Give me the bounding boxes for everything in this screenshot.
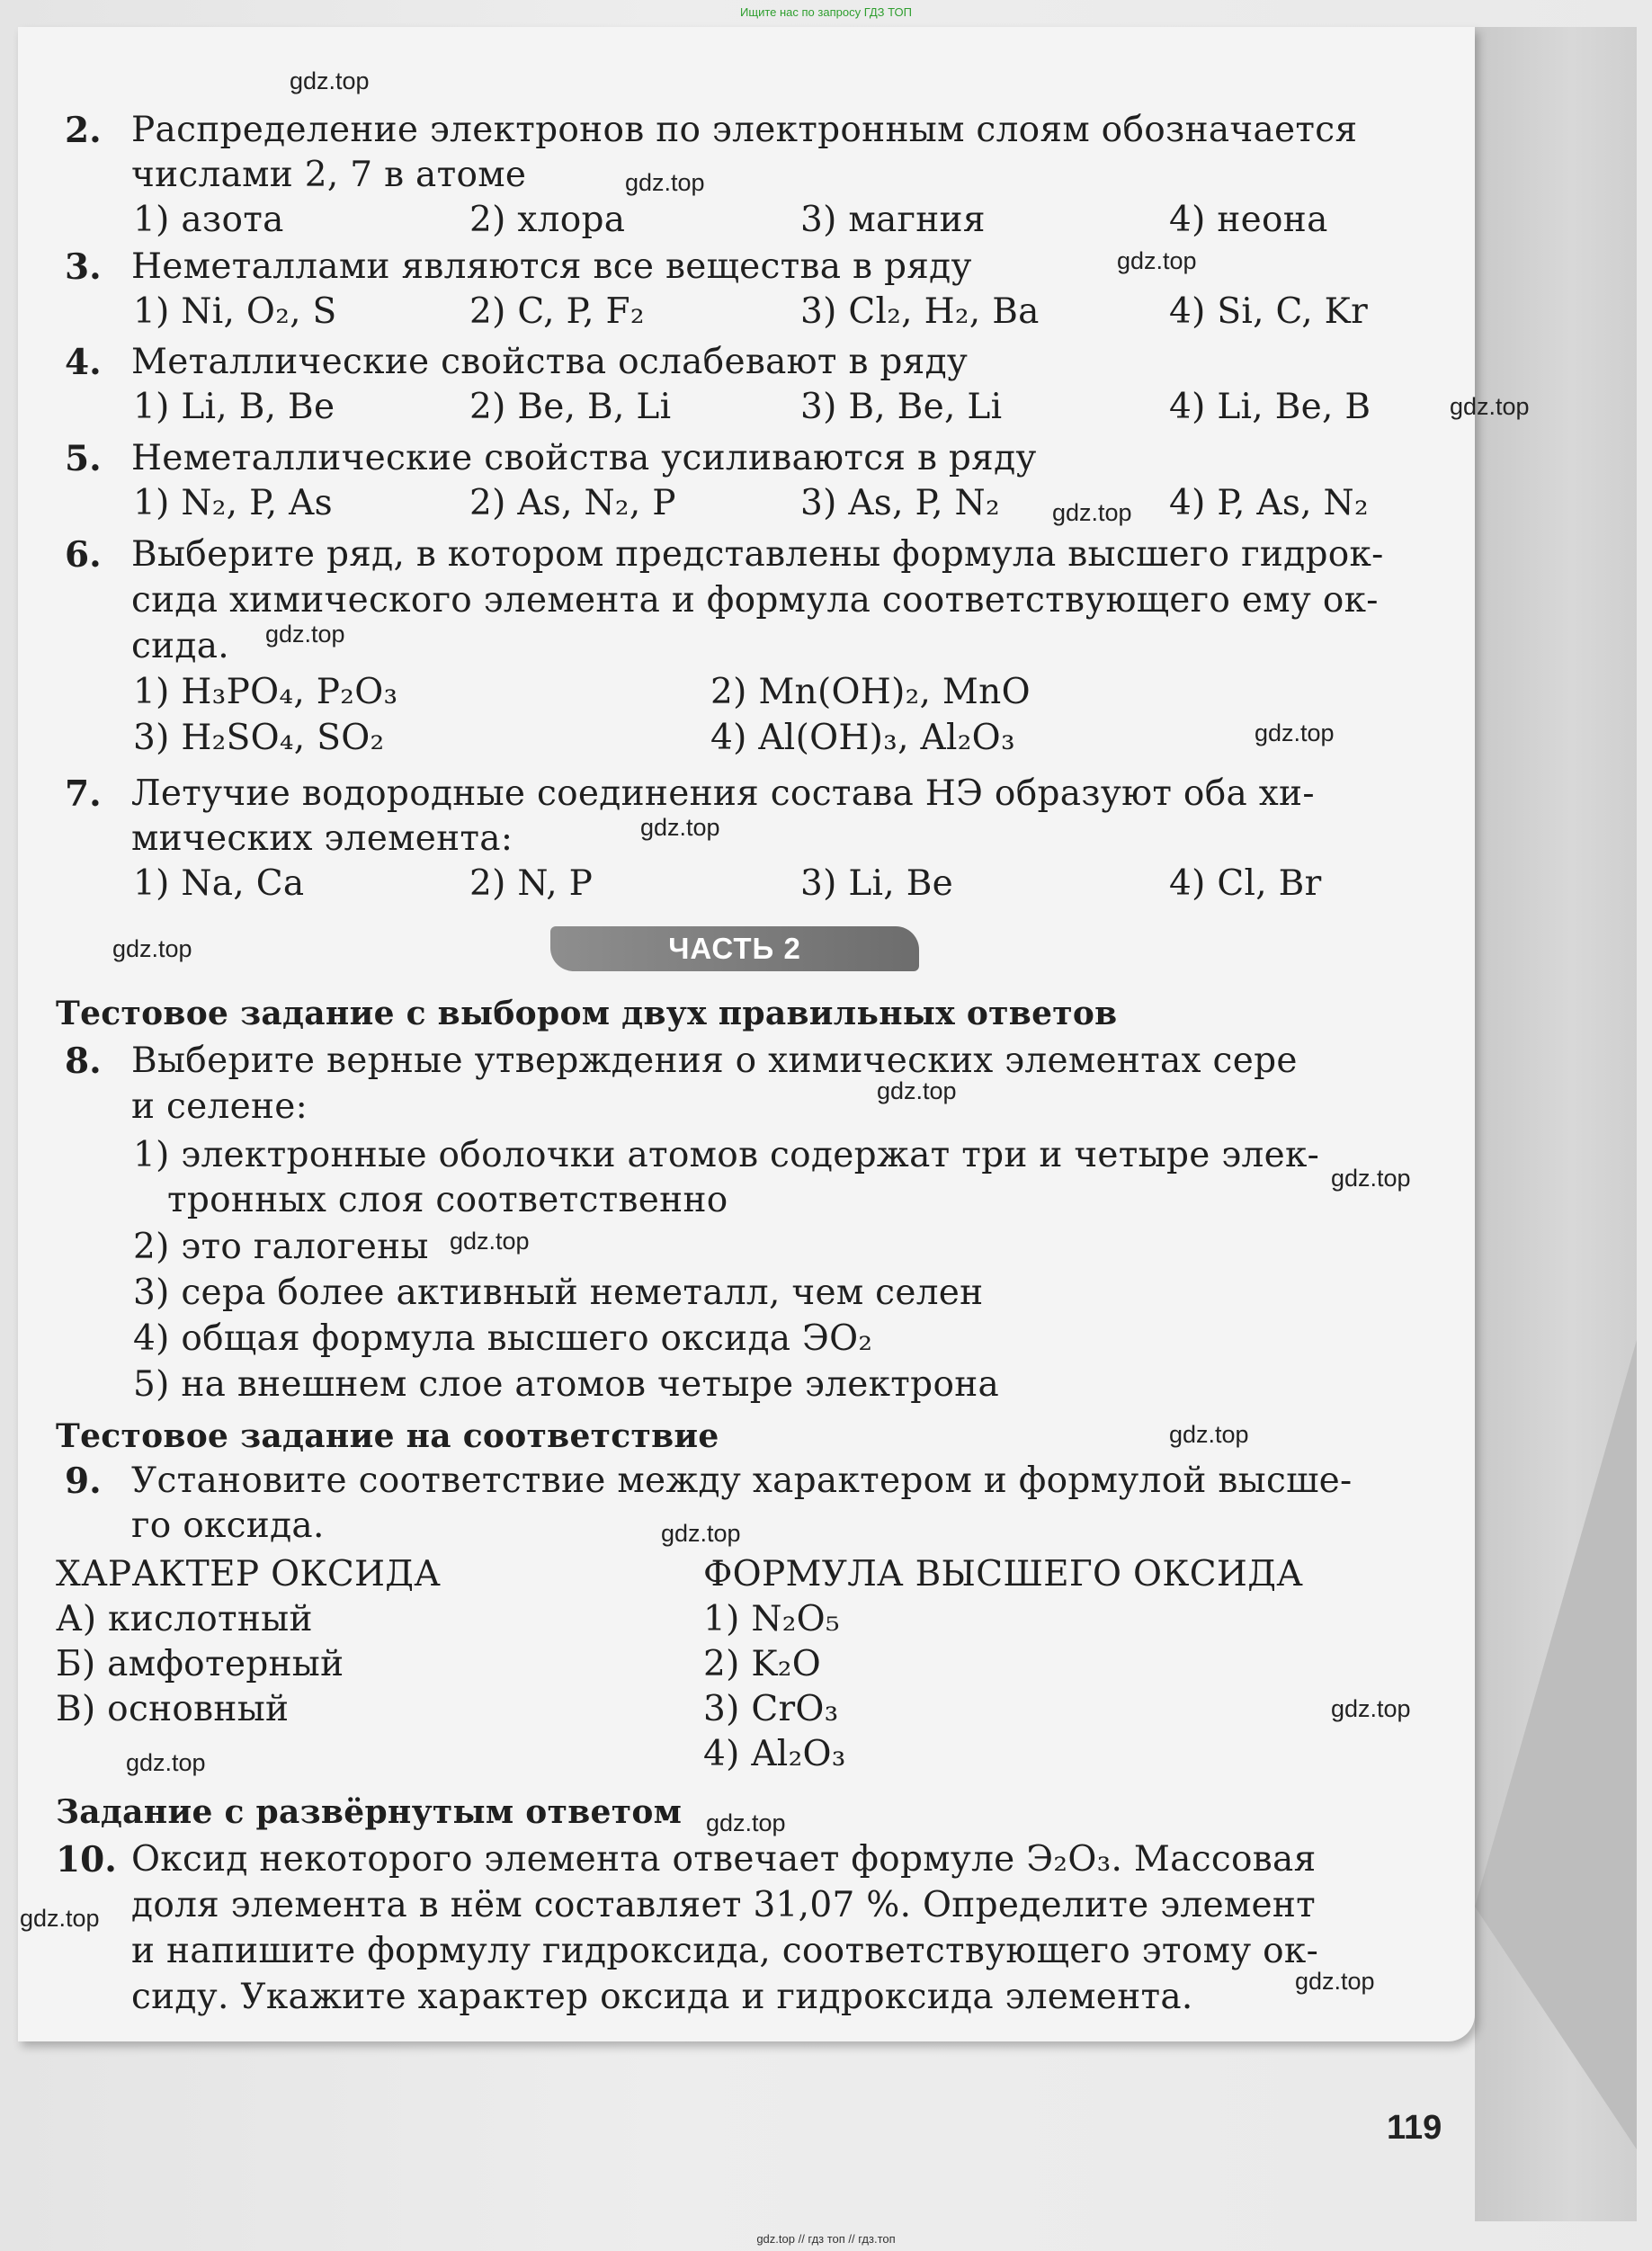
answer-option: 3) Li, Be [800,863,954,904]
answer-option: 2) хлора [469,200,626,240]
question-text: Оксид некоторого элемента отвечает формуле Э₂О₃. Массовая [131,1839,1317,1880]
question-text: сиду. Укажите характер оксида и гидроксида элемента. [131,1977,1193,2017]
question-text: Летучие водородные соединения состава НЭ образуют оба хи- [131,773,1315,814]
part-label: ЧАСТЬ 2 [550,926,919,971]
answer-option: 1) H₃PO₄, P₂O₃ [133,672,398,712]
edge-shape [1475,1340,1637,2149]
match-right-item: 4) Al₂O₃ [703,1734,846,1774]
question-number: 6. [65,534,102,576]
statement: 2) это галогены [133,1227,429,1267]
question-text: сида. [131,626,229,666]
watermark: gdz.top [1331,1165,1411,1192]
question-text: доля элемента в нём составляет 31,07 %. Определите элемент [131,1885,1317,1925]
statement: 3) сера более активный неметалл, чем селен [133,1273,984,1313]
match-right-item: 3) CrO₃ [703,1689,839,1729]
statement: 4) общая формула высшего оксида ЭО₂ [133,1318,873,1359]
column-header: ХАРАКТЕР ОКСИДА [56,1554,442,1594]
section-heading: Тестовое задание на соответствие [56,1417,719,1455]
watermark: gdz.top [1052,499,1132,526]
answer-option: 3) Cl₂, H₂, Ba [800,291,1040,332]
watermark: gdz.top [640,814,720,841]
answer-option: 1) N₂, P, As [133,483,333,523]
question-text: и селене: [131,1086,308,1127]
question-number: 3. [65,246,102,288]
question-number: 10. [56,1839,117,1880]
page-edge [1475,27,1637,2221]
column-header: ФОРМУЛА ВЫСШЕГО ОКСИДА [703,1554,1304,1594]
section-heading: Задание с развёрнутым ответом [56,1793,683,1831]
question-text: мических элемента: [131,818,513,859]
watermark: gdz.top [126,1749,206,1776]
answer-option: 1) Li, B, Be [133,387,335,427]
question-number: 5. [65,438,102,479]
question-text: Установите соответствие между характером и формулой высше- [131,1460,1353,1501]
match-right-item: 1) N₂O₅ [703,1599,840,1639]
answer-option: 3) B, Be, Li [800,387,1003,427]
page-number: 119 [1387,2109,1442,2147]
watermark: gdz.top [290,67,370,94]
match-left-item: Б) амфотерный [56,1644,344,1684]
watermark: gdz.top [1169,1421,1249,1448]
answer-option: 4) Al(OH)₃, Al₂O₃ [710,718,1015,758]
answer-option: 2) N, P [469,863,594,904]
question-number: 4. [65,342,102,383]
watermark: gdz.top [625,169,705,196]
watermark: gdz.top [265,621,345,648]
question-text: Неметаллические свойства усиливаются в ряду [131,438,1037,478]
watermark: gdz.top [661,1520,741,1547]
answer-option: 1) азота [133,200,284,240]
question-text: Выберите ряд, в котором представлены формула высшего гидрок- [131,534,1384,575]
question-text: Неметаллами являются все вещества в ряду [131,246,972,287]
watermark: gdz.top [20,1905,100,1932]
question-number: 2. [65,110,102,151]
answer-option: 4) Si, C, Kr [1169,291,1369,332]
watermark: gdz.top [1117,247,1197,274]
watermark: gdz.top [450,1228,530,1255]
question-number: 7. [65,773,102,815]
watermark: gdz.top [877,1077,957,1104]
section-heading: Тестовое задание с выбором двух правильных ответов [56,995,1118,1032]
answer-option: 4) Cl, Br [1169,863,1322,904]
statement: 5) на внешнем слое атомов четыре электрона [133,1364,1000,1405]
watermark: gdz.top [1331,1695,1411,1722]
answer-option: 3) As, P, N₂ [800,483,1000,523]
top-banner[interactable]: Ищите нас по запросу ГДЗ ТОП [740,5,912,19]
question-text: го оксида. [131,1505,325,1546]
bottom-banner[interactable]: gdz.top // гдз топ // гдз.топ [756,2232,896,2246]
watermark: gdz.top [1255,719,1335,746]
question-text: сида химического элемента и формула соответствующего ему ок- [131,580,1379,621]
answer-option: 1) Na, Ca [133,863,305,904]
question-text: Выберите верные утверждения о химических элементах сере [131,1041,1298,1081]
watermark: gdz.top [1295,1968,1375,1995]
match-left-item: В) основный [56,1689,290,1729]
answer-option: 3) H₂SO₄, SO₂ [133,718,385,758]
question-text: и напишите формулу гидроксида, соответствующего этому ок- [131,1931,1319,1971]
answer-option: 4) Li, Be, B [1169,387,1371,427]
watermark: gdz.top [112,935,192,962]
statement: тронных слоя соответственно [167,1180,728,1220]
question-text: Металлические свойства ослабевают в ряду [131,342,969,382]
match-right-item: 2) K₂O [703,1644,821,1684]
answer-option: 2) Be, B, Li [469,387,672,427]
answer-option: 4) P, As, N₂ [1169,483,1369,523]
statement: 1) электронные оболочки атомов содержат три и четыре элек- [133,1135,1320,1175]
watermark: gdz.top [706,1809,786,1836]
answer-option: 4) неона [1169,200,1328,240]
watermark: gdz.top [1450,393,1530,420]
answer-option: 2) Mn(OH)₂, MnO [710,672,1031,712]
answer-option: 2) C, P, F₂ [469,291,645,332]
answer-option: 2) As, N₂, P [469,483,676,523]
question-number: 8. [65,1041,102,1082]
answer-option: 1) Ni, O₂, S [133,291,337,332]
match-left-item: А) кислотный [56,1599,313,1639]
question-text: Распределение электронов по электронным слоям обозначается [131,110,1358,150]
question-text: числами 2, 7 в атоме [131,155,527,195]
question-number: 9. [65,1460,102,1502]
answer-option: 3) магния [800,200,986,240]
